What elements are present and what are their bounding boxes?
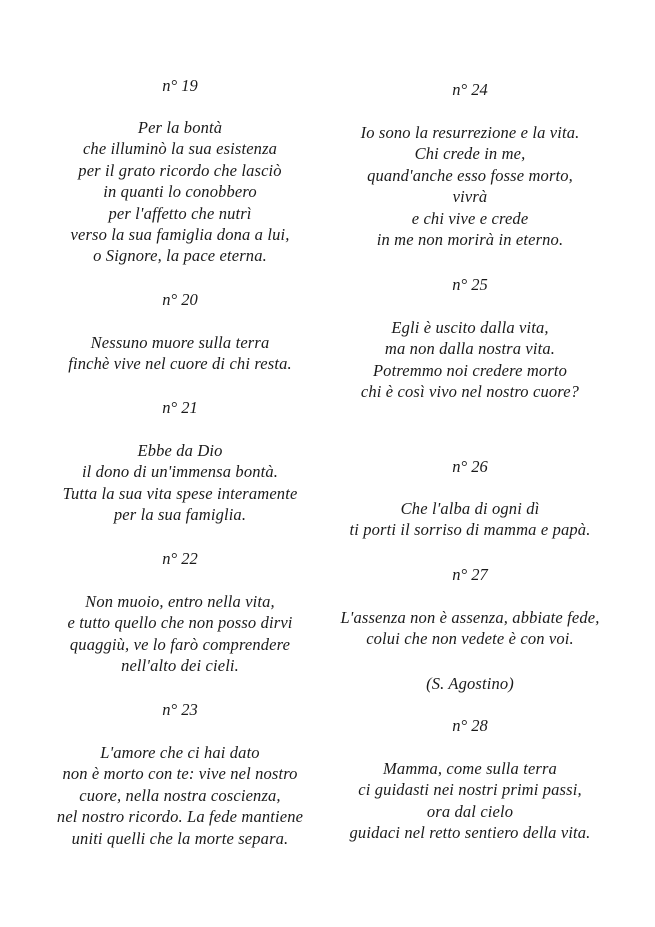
verse-line: quand'anche esso fosse morto, <box>367 165 573 185</box>
verse-line: vivrà <box>452 187 488 207</box>
verse-number-28: n° 28 <box>452 716 488 735</box>
verse-line: guidaci nel retto sentiero della vita. <box>349 823 591 843</box>
verse-line: ora dal cielo <box>426 801 514 821</box>
verse-19 <box>30 117 330 267</box>
verse-number-24: n° 24 <box>452 80 488 99</box>
verse-line: Che l'alba di ogni dì <box>400 499 540 518</box>
verse-number-27: n° 27 <box>452 565 488 584</box>
verse-line: Tutta la sua vita spese interamente <box>62 483 298 503</box>
verse-line: chi è così vivo nel nostro cuore? <box>360 382 580 402</box>
verse-line: che illuminò la sua esistenza <box>82 139 278 159</box>
verse-line: colui che non vedete è con voi. <box>366 629 574 649</box>
verse-line: per l'affetto che nutrì <box>108 203 252 223</box>
verse-26 <box>320 498 620 541</box>
verse-line: nel nostro ricordo. La fede mantiene <box>56 807 304 827</box>
attribution-text: (S. Agostino) <box>426 674 514 693</box>
verse-number-23: n° 23 <box>162 700 198 719</box>
verse-number-21: n° 21 <box>162 398 198 417</box>
verse-number-25: n° 25 <box>452 275 488 294</box>
verse-line: o Signore, la pace eterna. <box>93 246 267 266</box>
verse-number-19: n° 19 <box>162 76 198 95</box>
verse-line: in quanti lo conobbero <box>103 182 257 202</box>
verse-line: Chi crede in me, <box>414 144 526 164</box>
verse-line: Per la bontà <box>137 118 223 137</box>
verse-line: Io sono la resurrezione e la vita. <box>360 123 580 142</box>
verse-line: per il grato ricordo che lasciò <box>78 160 282 180</box>
verse-23 <box>30 742 330 849</box>
verse-21 <box>30 440 330 526</box>
verse-line: in me non morirà in eterno. <box>376 230 564 250</box>
verse-line: ti porti il sorriso di mamma e papà. <box>349 520 591 540</box>
verse-line: cuore, nella nostra coscienza, <box>79 785 281 805</box>
verse-line: ma non dalla nostra vita. <box>384 339 556 359</box>
verse-line: il dono di un'immensa bontà. <box>81 462 279 482</box>
verse-line: quaggiù, ve lo farò comprendere <box>69 634 291 654</box>
verse-line: e tutto quello che non posso dirvi <box>67 613 293 633</box>
verse-line: Mamma, come sulla terra <box>383 759 557 778</box>
verse-27 <box>320 607 620 650</box>
verse-number-22: n° 22 <box>162 549 198 568</box>
verse-28 <box>320 758 620 844</box>
verse-line: verso la sua famiglia dona a lui, <box>70 225 290 245</box>
verse-number-20: n° 20 <box>162 290 198 309</box>
verse-line: e chi vive e crede <box>411 208 529 228</box>
verse-line: uniti quelli che la morte separa. <box>71 828 289 848</box>
verse-24 <box>320 122 620 250</box>
verse-line: L'assenza non è assenza, abbiate fede, <box>340 608 600 627</box>
verse-25 <box>320 317 620 403</box>
verse-20 <box>30 332 330 375</box>
verse-line: Potremmo noi credere morto <box>372 360 568 380</box>
verse-line: nell'alto dei cieli. <box>121 656 239 676</box>
verse-number-26: n° 26 <box>452 457 488 476</box>
verse-22 <box>30 591 330 677</box>
verse-line: Nessuno muore sulla terra <box>90 333 270 352</box>
verse-line: non è morto con te: vive nel nostro <box>62 764 298 784</box>
verse-line: Non muoio, entro nella vita, <box>85 592 275 611</box>
verse-line: per la sua famiglia. <box>113 505 247 525</box>
verse-line: ci guidasti nei nostri primi passi, <box>358 780 582 800</box>
verse-line: Egli è uscito dalla vita, <box>391 318 549 337</box>
attribution <box>320 673 620 694</box>
verse-line: L'amore che ci hai dato <box>100 743 260 762</box>
verse-line: Ebbe da Dio <box>137 441 223 460</box>
verse-line: finchè vive nel cuore di chi resta. <box>68 354 292 374</box>
